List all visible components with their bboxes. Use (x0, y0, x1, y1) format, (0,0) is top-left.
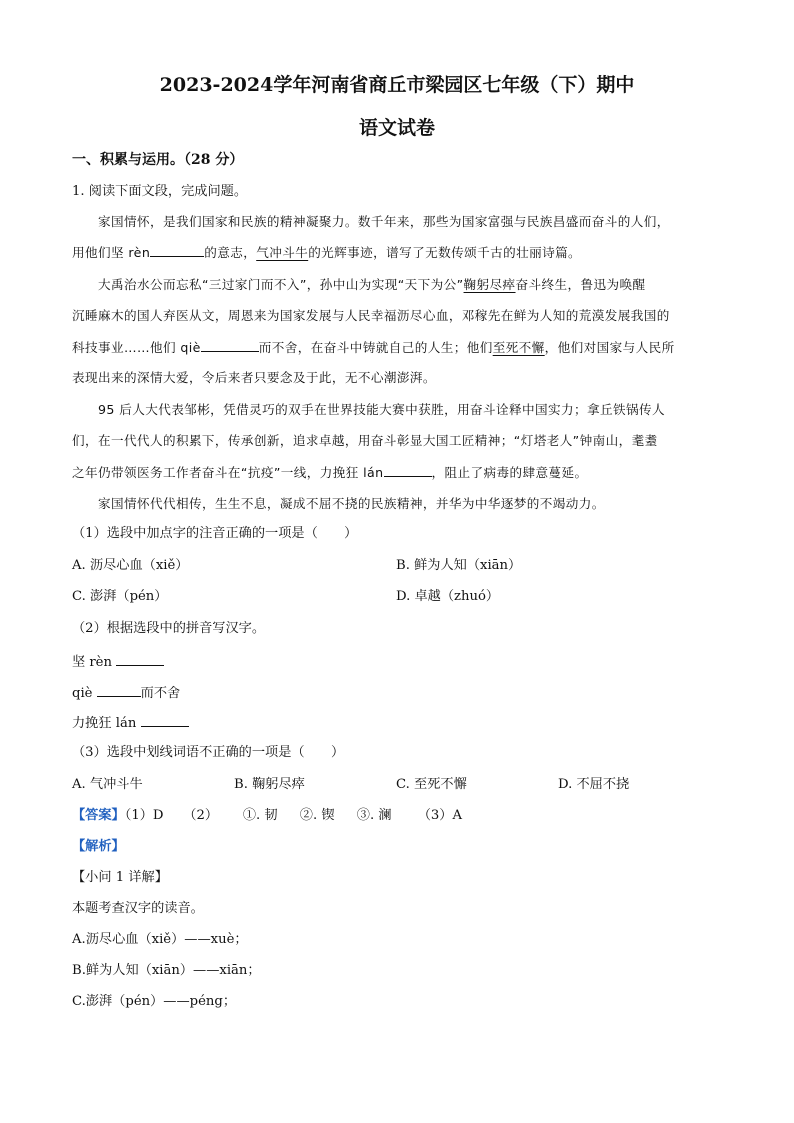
underlined-phrase: 鞠躬尽瘁 (463, 277, 516, 292)
subquestion-stem: （3）选段中划线词语不正确的一项是（ ） (72, 745, 345, 760)
passage-line: 沉睡麻木的国人弃医从文，周恩来为国家发展与人民幸福沥尽心血，邓稼先在鲜为人知的荒漠发展我国的 (72, 308, 670, 323)
passage-text: 之年仍带领医务工作者奋斗在“抗疫”一线，力挽狂 lán (72, 465, 384, 480)
blank-item (72, 682, 722, 704)
answer-choice: ③. 澜 (356, 808, 392, 823)
passage-text: ，他们对国家与人民所 (544, 340, 675, 355)
passage-line (72, 337, 722, 358)
option-c: C. 澎湃（pén） (72, 589, 168, 604)
fill-blank (116, 651, 164, 666)
analysis-text: C.澎湃（pén）——péng； (72, 994, 237, 1009)
passage-text: 大禹治水公而忘私“三过家门而不入”，孙中山为实现“天下为公” (98, 277, 464, 292)
subquestion-stem: （1）选段中加点字的注音正确的一项是（ ） (72, 526, 358, 541)
blank-item-label: qiè (72, 686, 93, 701)
passage-line: 们，在一代代人的积累下，传承创新，追求卓越，用奋斗彰显大国工匠精神；“灯塔老人”钟南山，耄耋 (72, 433, 658, 448)
question-stem: 1. 阅读下面文段，完成问题。 (72, 184, 248, 199)
option-a: A. 沥尽心血（xiě） (72, 558, 189, 573)
option-d: D. 不屈不挠 (558, 777, 630, 792)
analysis-subtag: 【小问 1 详解】 (72, 870, 168, 885)
passage-line (98, 275, 722, 295)
passage-line: 95 后人大代表邹彬，凭借灵巧的双手在世界技能大赛中获胜，用奋斗诠释中国实力；拿丘铁锅传人 (98, 402, 665, 417)
fill-blank (384, 462, 432, 477)
passage-text: 的意志， (204, 245, 257, 260)
analysis-text: B.鲜为人知（xiān）——xiān； (72, 963, 261, 978)
blank-item-label: 力挽狂 lán (72, 716, 137, 731)
answer-text: （1）D （2） (124, 808, 225, 823)
underlined-phrase: 至死不懈 (492, 340, 545, 355)
option-a: A. 气冲斗牛 (72, 777, 143, 792)
exam-title: 2023-2024学年河南省商丘市梁园区七年级（下）期中 (159, 74, 635, 96)
fill-blank (201, 337, 259, 352)
blank-item (72, 712, 722, 734)
option-b: B. 鞠躬尽瘁 (234, 777, 305, 792)
passage-text: 而不舍，在奋斗中铸就自己的人生；他们 (258, 340, 493, 355)
passage-line: 表现出来的深情大爱，令后来者只要念及于此，无不心潮澎湃。 (72, 370, 436, 385)
passage-line (72, 242, 722, 263)
analysis-tag: 【解析】 (72, 839, 125, 854)
blank-item-label: 而不舍 (140, 686, 181, 701)
exam-subtitle: 语文试卷 (358, 117, 435, 139)
passage-text: ，阻止了病毒的肆意蔓延。 (431, 465, 588, 480)
passage-text: 科技事业……他们 qiè (72, 340, 201, 355)
subquestion-stem: （2）根据选段中的拼音写汉字。 (72, 621, 266, 636)
underlined-phrase: 气冲斗牛 (256, 245, 309, 260)
option-d: D. 卓越（zhuó） (396, 589, 500, 604)
analysis-text: 本题考查汉字的读音。 (72, 901, 204, 916)
passage-line: 家国情怀代代相传，生生不息，凝成不屈不挠的民族精神，并华为中华逐梦的不竭动力。 (98, 496, 605, 511)
section-heading: 一、积累与运用。（28 分） (72, 152, 244, 168)
option-c: C. 至死不懈 (396, 777, 467, 792)
analysis-text: A.沥尽心血（xiě）——xuè； (72, 932, 248, 947)
answer-line (72, 806, 722, 826)
fill-blank (141, 712, 189, 727)
answer-tag: 【答案】 (72, 808, 125, 823)
passage-line: 家国情怀，是我们国家和民族的精神凝聚力。数千年来，那些为国家富强与民族昌盛而奋斗的人们， (98, 214, 670, 229)
passage-text: 奋斗终生，鲁迅为唤醒 (515, 277, 646, 292)
blank-item-label: 坚 rèn (72, 655, 112, 670)
answer-choice: ①. 韧 (242, 808, 278, 823)
answer-choice: （3）A (417, 808, 463, 823)
option-b: B. 鲜为人知（xiān） (396, 558, 522, 573)
answer-choice: ②. 锲 (299, 808, 335, 823)
fill-blank (150, 242, 204, 257)
passage-line (72, 462, 722, 483)
fill-blank (97, 682, 141, 697)
passage-text: 的光辉事迹，谱写了无数传颂千古的壮丽诗篇。 (308, 245, 582, 260)
passage-text: 用他们坚 rèn (72, 245, 151, 260)
blank-item (72, 651, 722, 673)
